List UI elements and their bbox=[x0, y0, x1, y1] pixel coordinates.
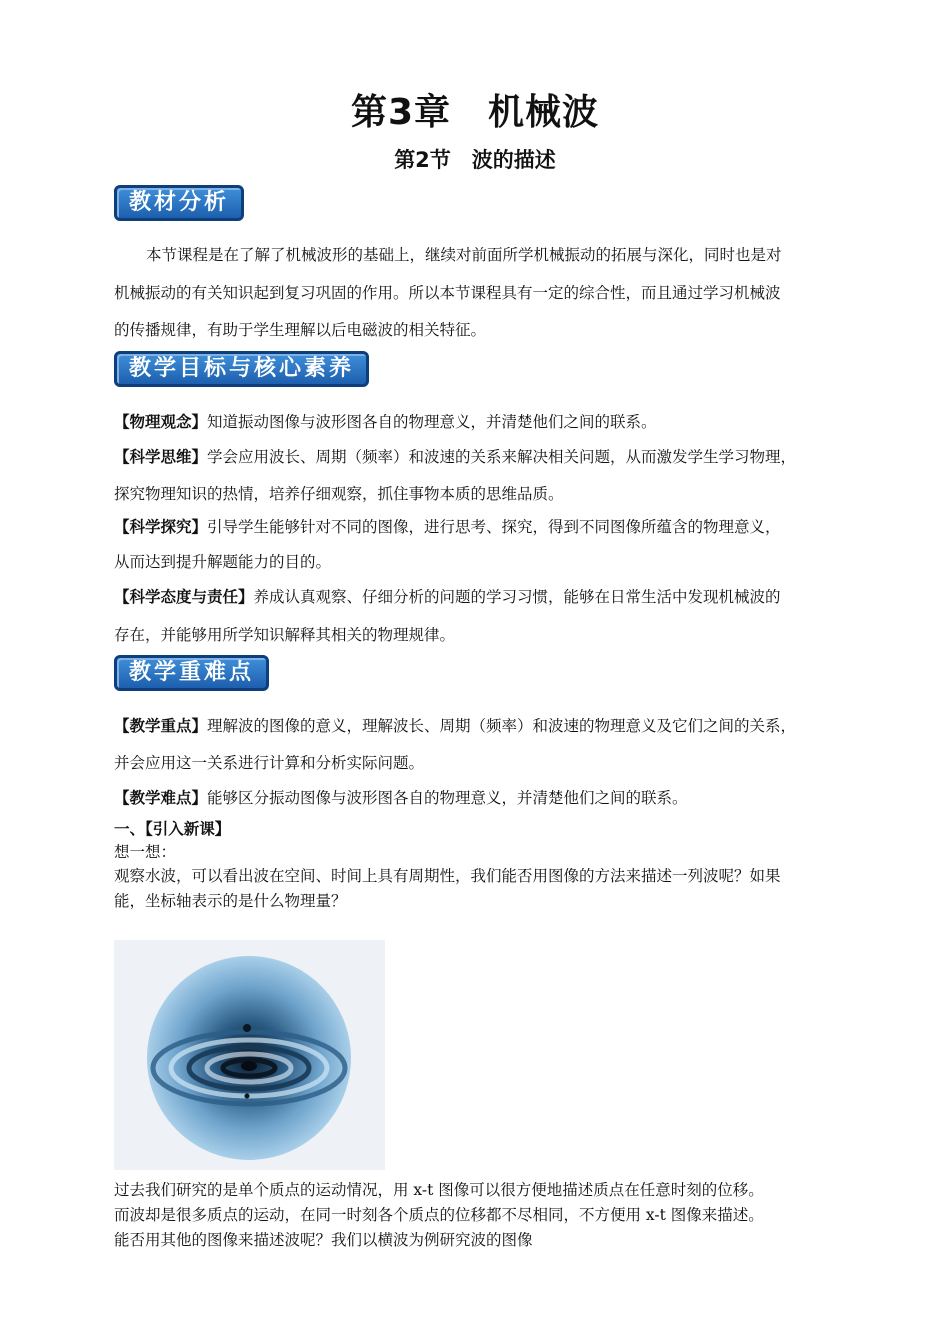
goal-label: 【科学态度与责任】 bbox=[114, 587, 254, 606]
goal-physics-concept bbox=[114, 410, 854, 432]
goal-scientific-thinking bbox=[114, 445, 854, 467]
water-ripple-photo bbox=[114, 940, 385, 1170]
closing-line-3: 能否用其他的图像来描述波呢？我们以横波为例研究波的图像 bbox=[114, 1231, 533, 1249]
goal-text: 知道振动图像与波形图各自的物理意义，并清楚他们之间的联系。 bbox=[207, 413, 657, 431]
analysis-line-1: 本节课程是在了解了机械波形的基础上，继续对前面所学机械振动的拓展与深化，同时也是对 bbox=[146, 246, 782, 264]
question-line-2: 能，坐标轴表示的是什么物理量？ bbox=[114, 892, 347, 910]
key-point bbox=[114, 714, 854, 736]
goal-text: 引导学生能够针对不同的图像，进行思考、探究，得到不同图像所蕴含的物理意义， bbox=[207, 518, 781, 536]
badge-teaching-goals: 教学目标与核心素养 bbox=[114, 351, 369, 387]
analysis-line-2: 机械振动的有关知识起到复习巩固的作用。所以本节课程具有一定的综合性，而且通过学习机械波 bbox=[114, 284, 781, 302]
key-point-text: 理解波的图像的意义，理解波长、周期（频率）和波速的物理意义及它们之间的关系， bbox=[207, 717, 797, 735]
goal-label: 【科学思维】 bbox=[114, 447, 208, 466]
goal-text: 养成认真观察、仔细分析的问题的学习习惯，能够在日常生活中发现机械波的 bbox=[253, 588, 781, 606]
badge-key-difficult-points: 教学重难点 bbox=[114, 655, 269, 691]
badge-textbook-analysis: 教材分析 bbox=[114, 185, 244, 221]
goal-text: 学会应用波长、周期（频率）和波速的关系来解决相关问题，从而激发学生学习物理， bbox=[207, 448, 797, 466]
question-line-1: 观察水波，可以看出波在空间、时间上具有周期性，我们能否用图像的方法来描述一列波呢？如果 bbox=[114, 867, 781, 885]
goal-text-cont: 探究物理知识的热情，培养仔细观察，抓住事物本质的思维品质。 bbox=[114, 485, 564, 503]
key-point-label: 【教学重点】 bbox=[114, 716, 208, 735]
difficult-point bbox=[114, 786, 854, 808]
intro-heading: 一、【引入新课】 bbox=[114, 820, 231, 838]
analysis-line-3: 的传播规律，有助于学生理解以后电磁波的相关特征。 bbox=[114, 321, 487, 339]
closing-line-2: 而波却是很多质点的运动，在同一时刻各个质点的位移都不尽相同，不方便用 x-t 图像来描述。 bbox=[114, 1206, 764, 1224]
difficult-point-label: 【教学难点】 bbox=[114, 788, 208, 807]
difficult-point-text: 能够区分振动图像与波形图各自的物理意义，并清楚他们之间的联系。 bbox=[207, 789, 688, 807]
goal-text-cont: 存在，并能够用所学知识解释其相关的物理规律。 bbox=[114, 626, 456, 644]
goal-text-cont: 从而达到提升解题能力的目的。 bbox=[114, 553, 332, 571]
closing-line-1: 过去我们研究的是单个质点的运动情况，用 x-t 图像可以很方便地描述质点在任意时刻的位移。 bbox=[114, 1181, 764, 1199]
key-point-text-cont: 并会应用这一关系进行计算和分析实际问题。 bbox=[114, 754, 425, 772]
goal-attitude-responsibility bbox=[114, 585, 854, 607]
ripple-circle bbox=[147, 956, 351, 1160]
goal-scientific-inquiry bbox=[114, 515, 854, 537]
think-label: 想一想： bbox=[114, 843, 177, 861]
chapter-title: 第3章 机械波 bbox=[350, 92, 600, 133]
goal-label: 【物理观念】 bbox=[114, 412, 208, 431]
section-title: 第2节 波的描述 bbox=[394, 148, 556, 172]
goal-label: 【科学探究】 bbox=[114, 517, 208, 536]
